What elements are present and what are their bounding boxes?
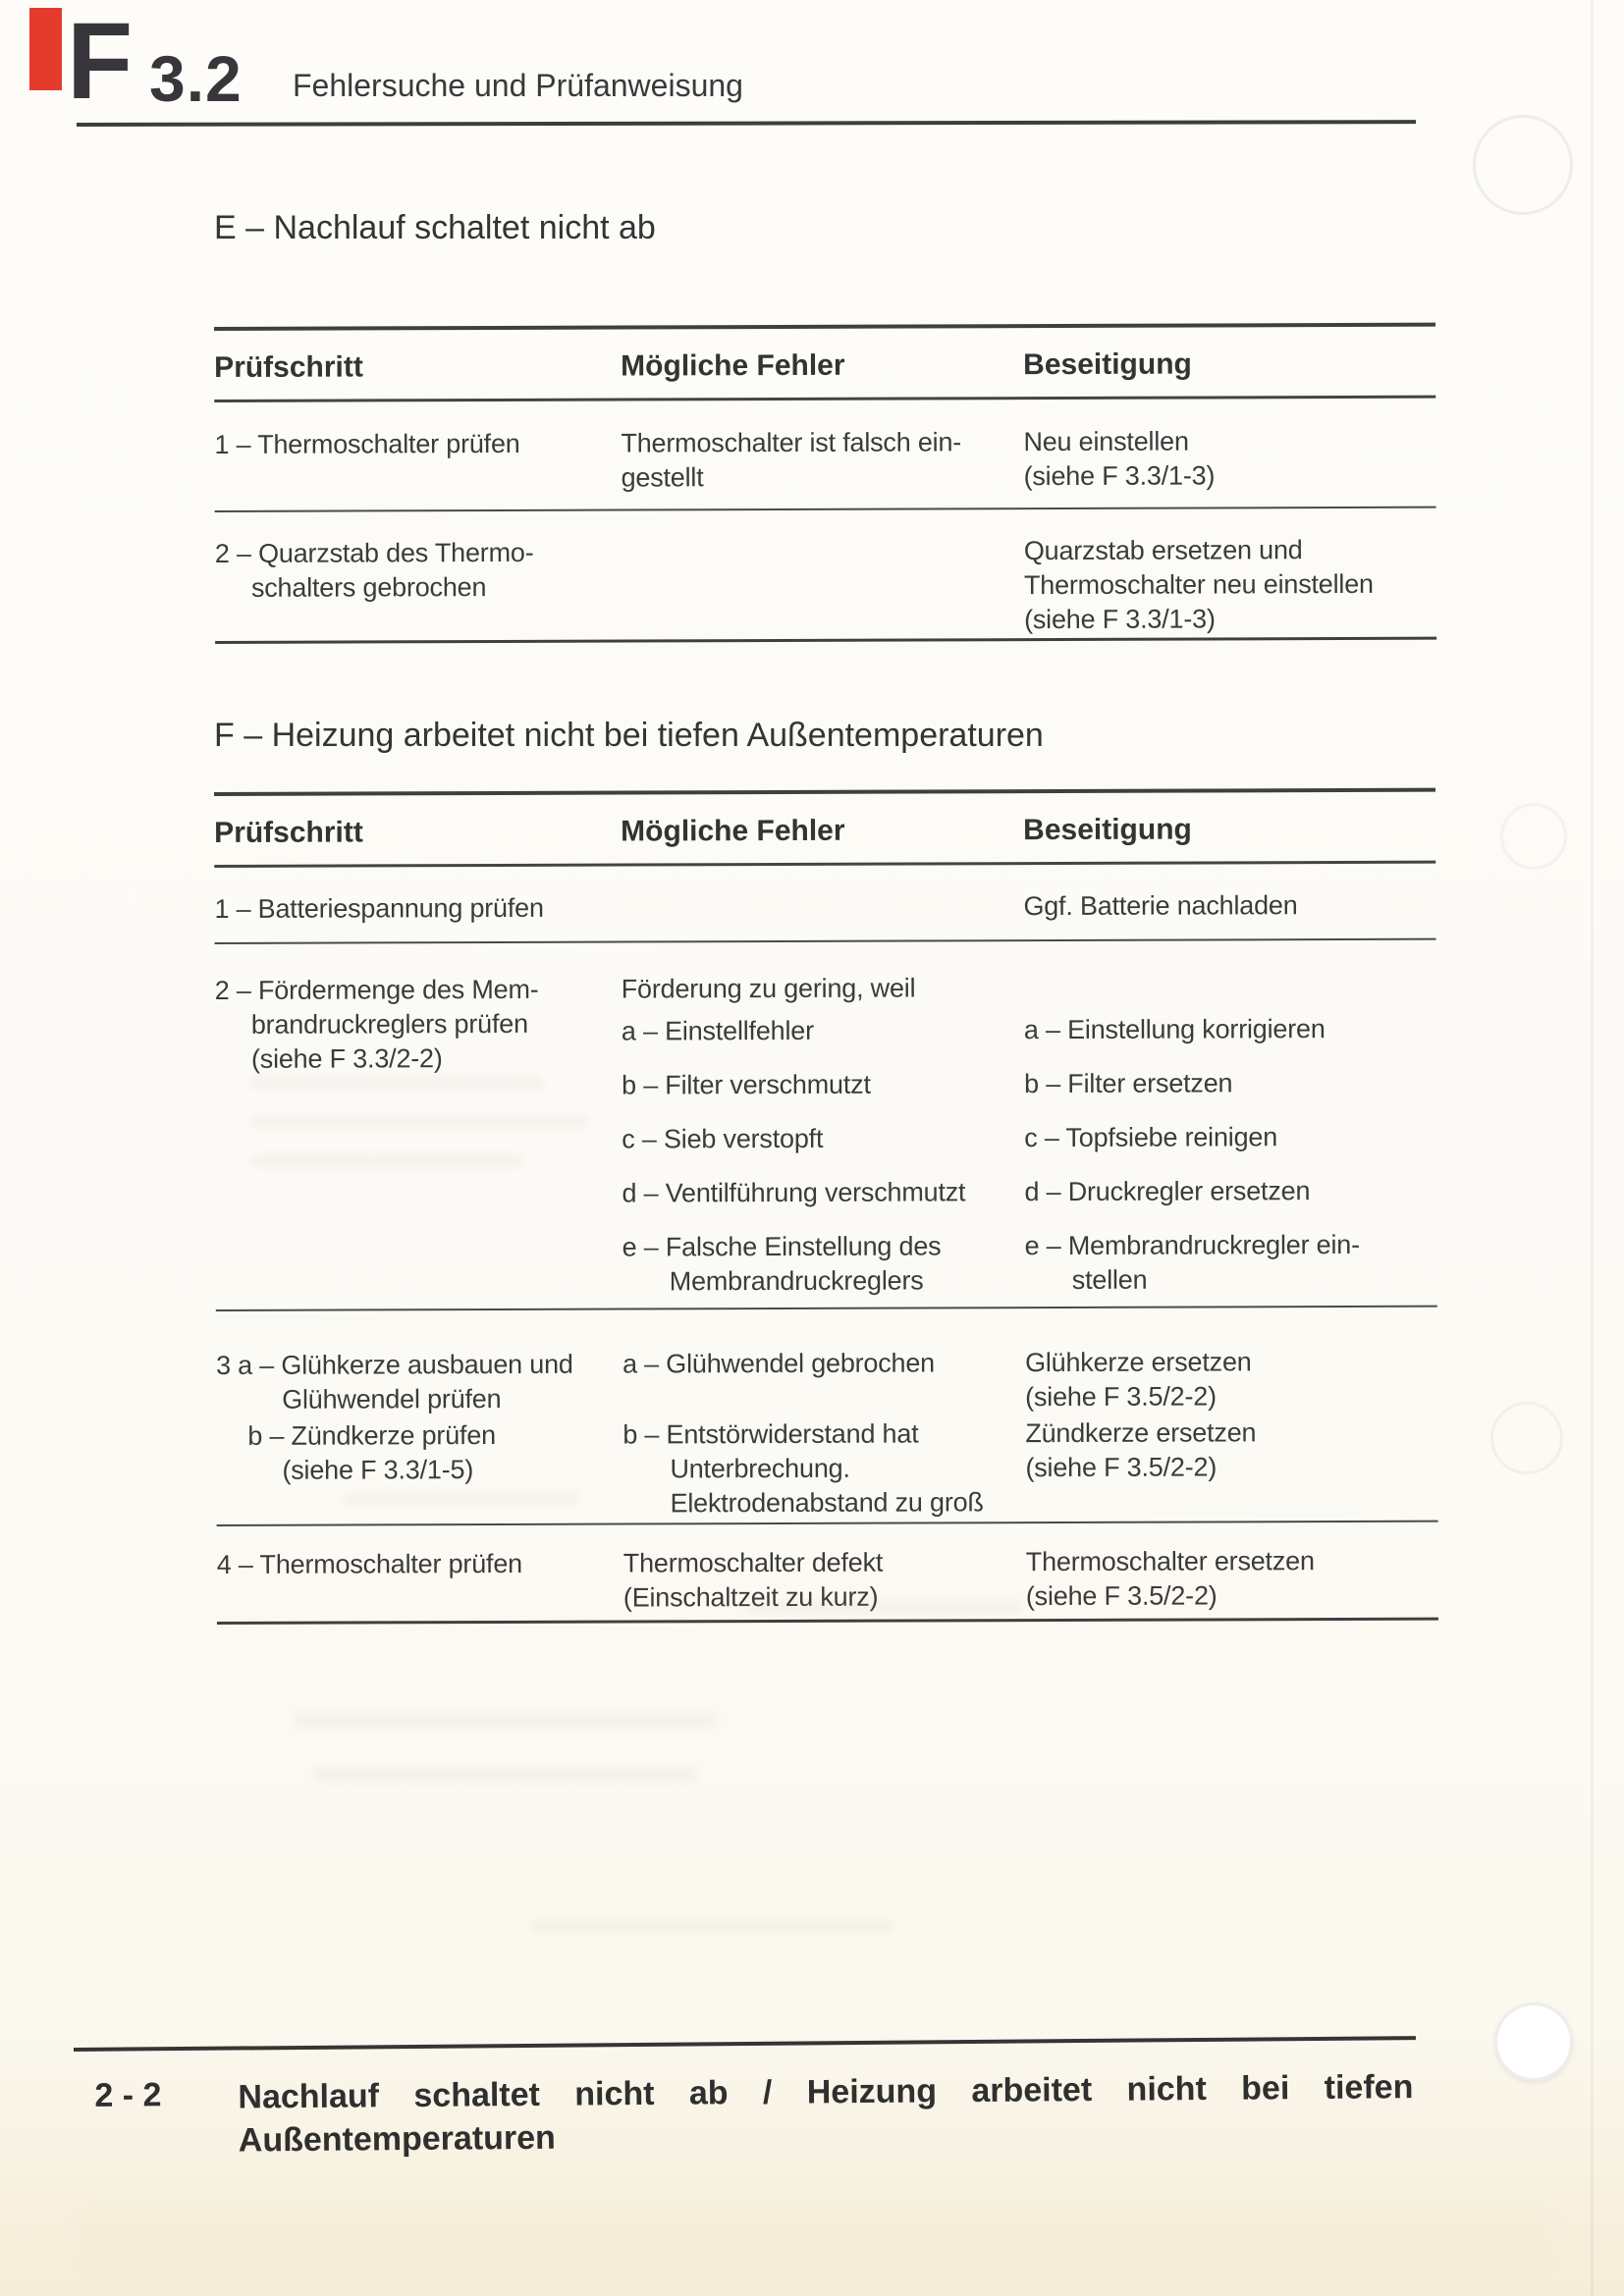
text-line: (siehe F 3.5/2-2) — [1025, 1580, 1218, 1612]
step-cell — [214, 427, 621, 497]
table-subrow — [216, 1345, 1437, 1417]
punch-hole-shadow — [1500, 803, 1567, 870]
table-subrow — [216, 1415, 1437, 1522]
bleed-through-smudge — [295, 1713, 717, 1728]
remedy-cell — [1025, 1228, 1437, 1298]
fault-remedy-list — [622, 970, 1437, 1300]
table-subrow — [215, 533, 1436, 640]
text-line: Glühkerze ersetzen — [1024, 1347, 1252, 1378]
column-header: Mögliche Fehler — [621, 348, 845, 383]
text-line: gestellt — [621, 462, 704, 493]
step-cell — [216, 1418, 623, 1522]
section-index-letter: F — [67, 1, 134, 122]
page-footer — [74, 2036, 1416, 2160]
remedy-cell — [1024, 533, 1436, 637]
list-item — [623, 1228, 1437, 1300]
step-cell — [216, 1348, 623, 1417]
text-line: Ggf. Batterie nachladen — [1023, 890, 1298, 922]
punch-hole-shadow — [1490, 1402, 1563, 1474]
column-header: Prüfschritt — [214, 350, 363, 384]
fault-cell — [622, 1121, 1024, 1156]
footer-title-line1: Nachlauf schaltet nicht ab / Heizung arbeitet nicht bei tiefen — [238, 2068, 1414, 2116]
text-line: a – Glühwendel gebrochen — [622, 1348, 936, 1379]
text-line: schalters gebrochen — [250, 572, 487, 603]
bleed-through-smudge — [250, 1153, 525, 1168]
remedy-cell — [1025, 1415, 1437, 1520]
text-line: Thermoschalter defekt — [623, 1547, 884, 1578]
fault-intro-line: Förderung zu gering, weil — [621, 973, 916, 1004]
text-line: Neu einstellen — [1023, 426, 1189, 457]
text-line: Thermoschalter neu einstellen — [1023, 568, 1374, 601]
list-item — [622, 1012, 1436, 1049]
fault-cell — [622, 534, 1024, 638]
text-line: c – Sieb verstopft — [622, 1123, 824, 1154]
text-line: Thermoschalter ersetzen — [1025, 1546, 1315, 1577]
text-line: 1 – Thermoschalter prüfen — [214, 428, 520, 459]
troubleshooting-table-e — [214, 323, 1436, 644]
table-row — [214, 864, 1435, 942]
red-index-tab — [29, 8, 62, 90]
footer-title — [238, 2065, 1414, 2162]
list-item — [622, 1066, 1436, 1103]
table-row — [214, 399, 1435, 510]
list-item — [622, 1174, 1436, 1211]
fault-cell — [622, 1067, 1024, 1102]
header-rule — [77, 120, 1416, 127]
text-line: c – Topfsiebe reinigen — [1024, 1122, 1278, 1153]
bleed-through-smudge — [746, 1600, 1021, 1614]
text-line: Membrandruckreglers — [669, 1265, 924, 1297]
text-line: (siehe F 3.3/1-5) — [282, 1455, 474, 1485]
remedy-cell — [1025, 1345, 1437, 1415]
bleed-through-smudge — [250, 1075, 545, 1090]
text-line: 2 – Quarzstab des Thermo- — [214, 537, 534, 568]
footer-page-number: 2 - 2 — [94, 2076, 162, 2114]
text-line: b – Filter ersetzen — [1023, 1068, 1233, 1099]
remedy-cell — [1024, 1174, 1436, 1209]
bleed-through-smudge — [250, 1114, 589, 1129]
table-subrow — [214, 888, 1435, 927]
column-header: Beseitigung — [1023, 813, 1192, 847]
text-line: 4 – Thermoschalter prüfen — [216, 1548, 522, 1579]
step-cell — [214, 891, 621, 927]
text-line: Unterbrechung. — [670, 1453, 850, 1484]
footer-rule — [74, 2036, 1416, 2052]
text-line: e – Falsche Einstellung des — [622, 1231, 942, 1262]
text-line: brandruckreglers prüfen — [250, 1008, 528, 1040]
text-line: e – Membrandruckregler ein- — [1024, 1229, 1360, 1261]
section-index-number: 3.2 — [149, 42, 243, 115]
fault-cell — [622, 1175, 1024, 1210]
section-heading-e: E – Nachlauf schaltet nicht ab — [214, 209, 656, 246]
text-line: b – Entstörwiderstand hat — [623, 1418, 919, 1450]
fault-cell — [621, 889, 1023, 925]
text-line: a – Einstellfehler — [621, 1015, 814, 1046]
list-item — [622, 1120, 1436, 1157]
page-edge-line — [1591, 0, 1594, 2296]
remedy-cell — [1024, 1120, 1436, 1155]
section-heading-f: F – Heizung arbeitet nicht bei tiefen Außentemperaturen — [214, 717, 1044, 754]
text-line: (siehe F 3.3/1-3) — [1023, 460, 1216, 492]
text-line: stellen — [1071, 1264, 1148, 1295]
text-line: Quarzstab ersetzen und — [1023, 535, 1303, 566]
remedy-cell — [1023, 888, 1435, 924]
remedy-cell — [1024, 1066, 1436, 1101]
punch-hole-shadow — [1473, 115, 1573, 215]
table-header-row — [214, 792, 1435, 865]
text-line: b – Filter verschmutzt — [621, 1069, 871, 1100]
text-line: b – Zündkerze prüfen — [247, 1420, 497, 1451]
table-subrow — [214, 424, 1435, 497]
fault-cell — [623, 1346, 1025, 1415]
text-line: Elektrodenabstand zu groß — [670, 1487, 984, 1519]
text-line: (siehe F 3.5/2-2) — [1025, 1381, 1217, 1413]
text-line: (siehe F 3.3/2-2) — [250, 1043, 443, 1074]
fault-cell — [623, 1229, 1025, 1299]
text-line: 2 – Fördermenge des Mem- — [214, 974, 539, 1005]
step-cell — [215, 973, 623, 1301]
text-line: (Einschaltzeit zu kurz) — [623, 1581, 879, 1613]
step-cell — [217, 1547, 623, 1617]
punch-hole-shadow — [1494, 2002, 1573, 2081]
page-title: Fehlersuche und Prüfanweisung — [293, 68, 743, 103]
remedy-cell — [1023, 424, 1435, 494]
bleed-through-smudge — [344, 1492, 579, 1506]
bleed-through-smudge — [530, 1919, 893, 1934]
scan-artifact — [79, 2209, 1551, 2268]
column-header: Mögliche Fehler — [621, 814, 845, 848]
remedy-cell — [1024, 1012, 1436, 1047]
text-line: d – Druckregler ersetzen — [1024, 1176, 1311, 1207]
text-line: Zündkerze ersetzen — [1025, 1417, 1257, 1449]
bleed-through-smudge — [314, 1767, 697, 1782]
table-row — [215, 508, 1436, 641]
step-cell — [215, 536, 622, 640]
column-header: Prüfschritt — [214, 816, 363, 849]
footer-title-line2: Außentemperaturen — [238, 2118, 557, 2160]
fault-cell — [622, 1013, 1024, 1048]
remedy-cell — [1026, 1544, 1438, 1614]
text-line: (siehe F 3.5/2-2) — [1025, 1452, 1218, 1483]
fault-cell — [621, 425, 1023, 495]
text-line: d – Ventilführung verschmutzt — [622, 1177, 966, 1208]
table-subrow — [215, 970, 1437, 1301]
text-line: (siehe F 3.3/1-3) — [1023, 604, 1216, 635]
text-line: a – Einstellung korrigieren — [1023, 1014, 1326, 1045]
column-header: Beseitigung — [1023, 347, 1192, 382]
fault-cell — [623, 1416, 1025, 1521]
text-line: Thermoschalter ist falsch ein- — [621, 427, 962, 458]
table-header-row — [214, 327, 1435, 400]
text-line: 3 a – Glühkerze ausbauen und — [215, 1349, 573, 1380]
text-line: Glühwendel prüfen — [282, 1383, 502, 1415]
text-line: 1 – Batteriespannung prüfen — [214, 892, 544, 924]
